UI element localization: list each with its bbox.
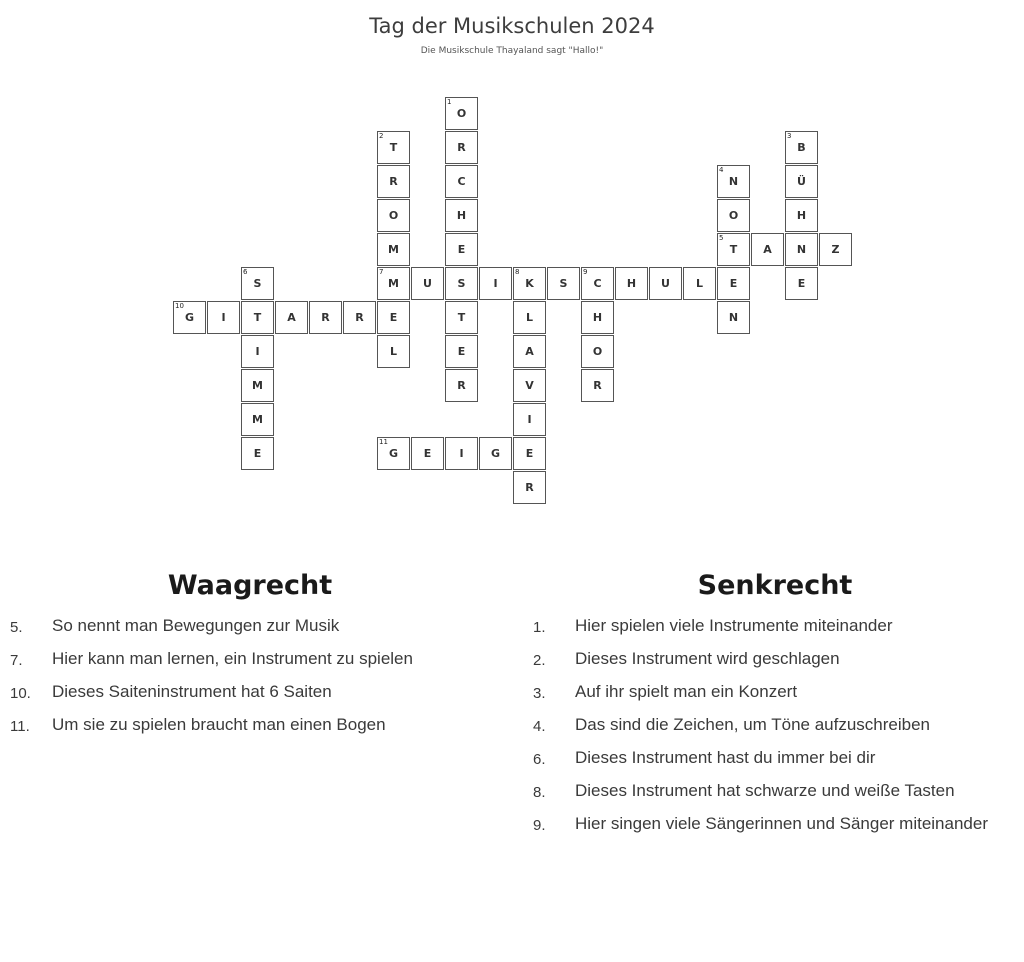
- crossword-cell[interactable]: [717, 199, 750, 232]
- cell-letter: M: [388, 243, 399, 256]
- crossword-cell[interactable]: [513, 335, 546, 368]
- cell-letter: R: [321, 311, 330, 324]
- crossword-cell[interactable]: [241, 267, 274, 300]
- crossword-cell[interactable]: [581, 301, 614, 334]
- crossword-cell[interactable]: [445, 369, 478, 402]
- clue-text: Das sind die Zeichen, um Töne aufzuschreiben: [575, 715, 930, 734]
- cell-letter: G: [388, 447, 399, 460]
- cell-letter: R: [389, 175, 398, 188]
- crossword-cell[interactable]: [785, 165, 818, 198]
- cell-letter: L: [695, 277, 703, 290]
- crossword-cell[interactable]: [513, 471, 546, 504]
- cell-letter: S: [559, 277, 568, 290]
- crossword-cell[interactable]: [377, 165, 410, 198]
- crossword-cell[interactable]: [445, 131, 478, 164]
- cell-letter: E: [457, 243, 466, 256]
- clue-text: So nennt man Bewegungen zur Musik: [52, 616, 340, 635]
- cell-letter: T: [253, 311, 262, 324]
- clue-number: 8.: [533, 784, 546, 801]
- cell-letter: I: [459, 447, 464, 460]
- crossword-cell[interactable]: [479, 437, 512, 470]
- cell-letter: H: [592, 311, 603, 324]
- clue-text: Dieses Instrument hat schwarze und weiße Tasten: [575, 781, 955, 800]
- crossword-cell[interactable]: [377, 301, 410, 334]
- cell-letter: G: [490, 447, 501, 460]
- cell-letter: O: [456, 107, 467, 120]
- crossword-cell[interactable]: [377, 267, 410, 300]
- cell-letter: H: [796, 209, 807, 222]
- clue-item: [533, 745, 1017, 771]
- clue-number: 8: [515, 268, 520, 276]
- crossword-cell[interactable]: [513, 369, 546, 402]
- crossword-cell[interactable]: [717, 165, 750, 198]
- cell-letter: I: [527, 413, 532, 426]
- cell-letter: Z: [831, 243, 840, 256]
- clue-number: 11.: [10, 718, 30, 735]
- crossword-cell[interactable]: [411, 437, 444, 470]
- crossword-cell[interactable]: [445, 165, 478, 198]
- clue-item: [533, 778, 1017, 804]
- crossword-cell[interactable]: [581, 369, 614, 402]
- cell-letter: G: [184, 311, 195, 324]
- crossword-cell[interactable]: [513, 403, 546, 436]
- cell-letter: A: [525, 345, 534, 358]
- crossword-cell[interactable]: [513, 437, 546, 470]
- crossword-cell[interactable]: [683, 267, 716, 300]
- clue-number: 6.: [533, 751, 546, 768]
- crossword-cell[interactable]: [343, 301, 376, 334]
- cell-letter: A: [287, 311, 296, 324]
- cell-letter: O: [728, 209, 739, 222]
- clue-number: 1.: [533, 619, 546, 636]
- crossword-cell[interactable]: [445, 437, 478, 470]
- cell-letter: O: [388, 209, 399, 222]
- cell-letter: E: [423, 447, 432, 460]
- clue-number: 3: [787, 132, 792, 140]
- clue-number: 7.: [10, 652, 23, 669]
- crossword-cell[interactable]: [377, 437, 410, 470]
- crossword-cell[interactable]: [785, 267, 818, 300]
- crossword-cell[interactable]: [785, 131, 818, 164]
- crossword-cell[interactable]: [241, 301, 274, 334]
- crossword-cell[interactable]: [445, 199, 478, 232]
- cell-letter: C: [457, 175, 466, 188]
- cell-letter: H: [626, 277, 637, 290]
- crossword-cell[interactable]: [207, 301, 240, 334]
- clue-item: [533, 712, 1017, 738]
- clue-text: Hier kann man lernen, ein Instrument zu spielen: [52, 649, 413, 668]
- clue-item: [10, 712, 490, 738]
- crossword-cell[interactable]: [377, 233, 410, 266]
- down-heading: Senkrecht: [697, 570, 853, 601]
- cell-letter: C: [593, 277, 602, 290]
- clue-text: Dieses Instrument wird geschlagen: [575, 649, 840, 668]
- cell-letter: S: [253, 277, 262, 290]
- across-heading: Waagrecht: [167, 570, 333, 601]
- down-clues: [533, 570, 1017, 844]
- page-subtitle: Die Musikschule Thayaland sagt "Hallo!": [420, 46, 604, 56]
- crossword-cell[interactable]: [241, 369, 274, 402]
- crossword-cell[interactable]: [513, 301, 546, 334]
- crossword-cell[interactable]: [445, 335, 478, 368]
- crossword-cell[interactable]: [411, 267, 444, 300]
- cell-letter: L: [389, 345, 397, 358]
- cell-letter: V: [525, 379, 534, 392]
- cell-letter: K: [525, 277, 534, 290]
- cell-letter: R: [355, 311, 364, 324]
- clue-number: 5.: [10, 619, 23, 636]
- cell-letter: N: [728, 175, 739, 188]
- clue-text: Hier singen viele Sängerinnen und Sänger miteinander: [575, 814, 988, 833]
- crossword-cell[interactable]: [377, 199, 410, 232]
- clue-number: 4.: [533, 718, 546, 735]
- clue-text: Auf ihr spielt man ein Konzert: [575, 682, 798, 701]
- crossword-cell[interactable]: [717, 233, 750, 266]
- clue-number: 7: [379, 268, 384, 276]
- clue-number: 10.: [10, 685, 31, 702]
- clue-number: 1: [447, 98, 452, 106]
- clue-number: 3.: [533, 685, 546, 702]
- crossword-cell[interactable]: [751, 233, 784, 266]
- cell-letter: T: [729, 243, 738, 256]
- cell-letter: N: [728, 311, 739, 324]
- crossword-cell[interactable]: [241, 335, 274, 368]
- cell-letter: U: [661, 277, 670, 290]
- clue-item: [10, 679, 490, 705]
- cell-letter: E: [729, 277, 738, 290]
- cell-letter: O: [592, 345, 603, 358]
- crossword-cell[interactable]: [241, 403, 274, 436]
- cell-letter: R: [457, 141, 466, 154]
- clue-text: Hier spielen viele Instrumente miteinander: [575, 616, 893, 635]
- clue-item: [533, 679, 1017, 705]
- clue-number: 10: [175, 302, 184, 310]
- cell-letter: T: [457, 311, 466, 324]
- clue-text: Um sie zu spielen braucht man einen Bogen: [52, 715, 386, 734]
- crossword-cell[interactable]: [547, 267, 580, 300]
- clue-number: 9.: [533, 817, 546, 834]
- crossword-cell[interactable]: [649, 267, 682, 300]
- crossword-cell[interactable]: [785, 233, 818, 266]
- cell-letter: B: [797, 141, 806, 154]
- crossword-cell[interactable]: [377, 131, 410, 164]
- crossword-cell[interactable]: [581, 267, 614, 300]
- clue-item: [10, 646, 490, 672]
- crossword-cell[interactable]: [445, 233, 478, 266]
- cell-letter: E: [525, 447, 534, 460]
- crossword-cell[interactable]: [479, 267, 512, 300]
- cell-letter: M: [388, 277, 399, 290]
- cell-letter: E: [457, 345, 466, 358]
- cell-letter: M: [252, 413, 263, 426]
- clue-number: 2: [379, 132, 384, 140]
- cell-letter: R: [525, 481, 534, 494]
- crossword-cell[interactable]: [173, 301, 206, 334]
- cell-letter: M: [252, 379, 263, 392]
- cell-letter: I: [255, 345, 260, 358]
- crossword-cell[interactable]: [309, 301, 342, 334]
- crossword-cell[interactable]: [717, 267, 750, 300]
- clue-number: 2.: [533, 652, 546, 669]
- cell-letter: R: [457, 379, 466, 392]
- crossword-cell[interactable]: [581, 335, 614, 368]
- clue-number: 9: [583, 268, 588, 276]
- crossword-cell[interactable]: [445, 301, 478, 334]
- cell-letter: E: [389, 311, 398, 324]
- clue-item: [533, 613, 1017, 639]
- cell-letter: I: [493, 277, 498, 290]
- cell-letter: R: [593, 379, 602, 392]
- cell-letter: A: [763, 243, 772, 256]
- clue-number: 6: [243, 268, 248, 276]
- cell-letter: L: [525, 311, 533, 324]
- clue-number: 4: [719, 166, 724, 174]
- crossword-cell[interactable]: [785, 199, 818, 232]
- crossword-cell[interactable]: [275, 301, 308, 334]
- cell-letter: E: [253, 447, 262, 460]
- across-clues: [10, 570, 490, 745]
- crossword-cell[interactable]: [513, 267, 546, 300]
- page-title: Tag der Musikschulen 2024: [369, 14, 655, 38]
- crossword-cell[interactable]: [615, 267, 648, 300]
- cell-letter: U: [423, 277, 432, 290]
- crossword-cell[interactable]: [819, 233, 852, 266]
- cell-letter: I: [221, 311, 226, 324]
- crossword-cell[interactable]: [241, 437, 274, 470]
- crossword-cell[interactable]: [377, 335, 410, 368]
- crossword-cell[interactable]: [717, 301, 750, 334]
- cell-letter: H: [456, 209, 467, 222]
- crossword-cell[interactable]: [445, 267, 478, 300]
- clue-number: 11: [379, 438, 388, 446]
- clue-item: [10, 613, 490, 639]
- cell-letter: E: [797, 277, 806, 290]
- clue-text: Dieses Saiteninstrument hat 6 Saiten: [52, 682, 332, 701]
- cell-letter: S: [457, 277, 466, 290]
- clue-text: Dieses Instrument hast du immer bei dir: [575, 748, 876, 767]
- cell-letter: Ü: [797, 175, 806, 188]
- cell-letter: T: [389, 141, 398, 154]
- crossword-cell[interactable]: [445, 97, 478, 130]
- clue-item: [533, 646, 1017, 672]
- clue-item: [533, 811, 1017, 837]
- clue-number: 5: [719, 234, 724, 242]
- cell-letter: N: [796, 243, 807, 256]
